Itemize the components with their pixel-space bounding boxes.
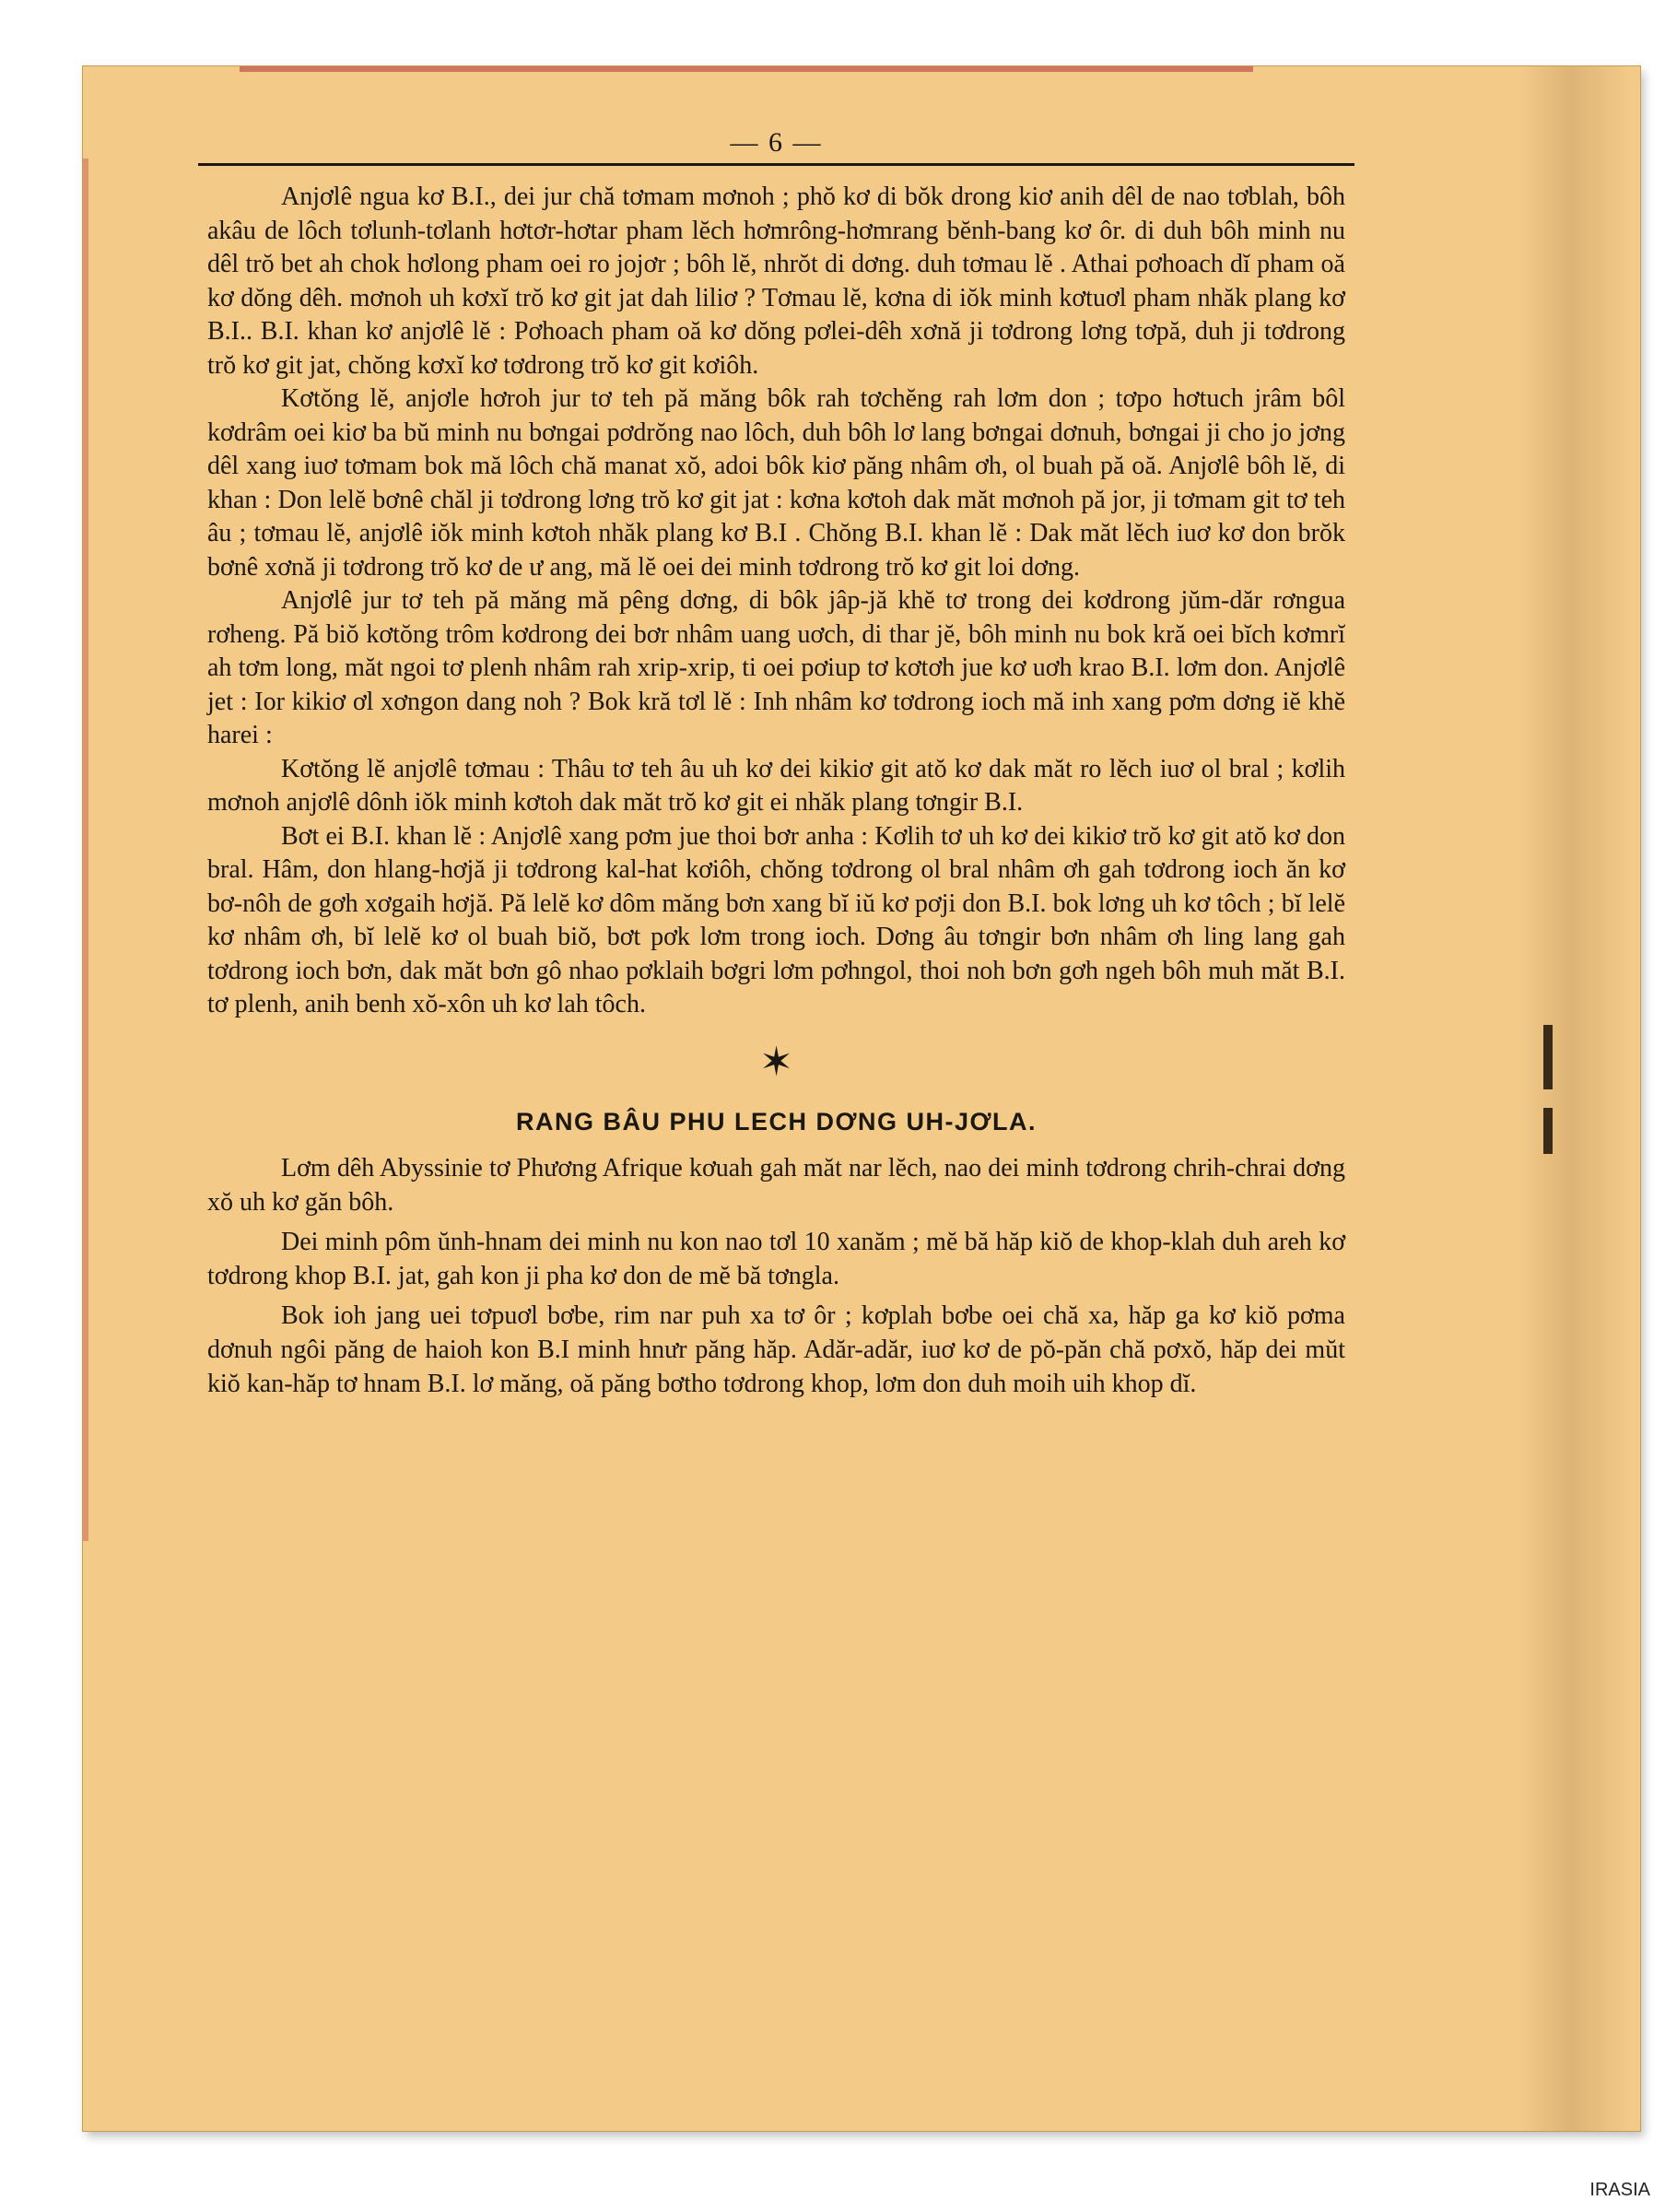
page-content <box>207 124 1345 1406</box>
paragraph: Anjơlê jur tơ teh pă măng mă pêng dơng, di bôk jâp-jă khĕ tơ trong dei kơdrong jŭm-dăr rơngua rơheng. Pă biŏ kơtŏng trôm kơdrong dei bơr nhâm uang uơch, di thar jĕ, bôh minh nu bok kră oei bĭch kơmrĭ ah tơm long, măt ngoi tơ plenh nhâm rah xrip-xrip, ti oei pơiup tơ kơtơh jue kơ uơh krao B.I. lơm don. Anjơlê jet : Ior kikiơ ơl xơngon dang noh ? Bok kră tơl lĕ : Inh nhâm kơ tơdrong ioch mă inh xang pơm dơng iĕ khĕ harei : <box>207 586 1345 749</box>
section-separator-star: ✶ <box>759 1039 793 1085</box>
paragraph: Kơtŏng lĕ anjơlê tơmau : Thâu tơ teh âu uh kơ dei kikiơ git atŏ kơ dak măt ro lĕch iuơ ol bral ; kơlih mơnoh anjơlê dônh iŏk minh kơtoh dak măt trŏ kơ git ei nhăk plang tơngir B.I. <box>207 754 1345 817</box>
header-rule <box>198 163 1354 166</box>
section-abyssinie <box>207 1101 1345 1401</box>
binding-mark <box>1543 1025 1553 1089</box>
article-body <box>207 181 1345 1022</box>
binding-marks <box>1543 1025 1558 1163</box>
paragraph: Anjơlê ngua kơ B.I., dei jur chă tơmam mơnoh ; phŏ kơ di bŏk drong kiơ anih dêl de nao tơblah, bôh akâu de lôch tơlunh-tơlanh hơtơr-hơtar pham lĕch hơmrông-hơmrang bĕnh-bang kơ ôr. di duh bôh minh nu dêl trŏ bet ah chok hơlong pham oei ro jojơr ; bôh lĕ, nhrŏt di dơng. duh tơmau lĕ . Athai pơhoach dĭ pham oă kơ dŏng dêh. mơnoh uh kơxĭ trŏ kơ git jat dah liliơ ? Tơmau lĕ, kơna di iŏk minh kơtuơl pham nhăk plang kơ B.I.. B.I. khan kơ anjơlê lĕ : Pơhoach pham oă kơ dŏng pơlei-dêh xơnă ji tơdrong lơng tơpă, duh ji tơdrong trŏ kơ git jat, chŏng kơxĭ kơ tơdrong trŏ kơ git kơiôh. <box>207 182 1345 380</box>
paragraph: Kơtŏng lĕ, anjơle hơroh jur tơ teh pă măng bôk rah tơchĕng rah lơm don ; tơpo hơtuch jrâm bôl kơdrâm oei kiơ ba bŭ minh nu bơngai pơdrŏng nao lôch, duh bôh lơ lang bơngai dơnuh, bơngai ji cho jo jơng dêl xang iuơ tơmam bok mă lôch chă manat xŏ, adoi bôk kiơ păng nhâm ơh, ol buah pă oă. Anjơlê bôh lĕ, di khan : Don lelĕ bơnê chăl ji tơdrong lơng trŏ kơ git jat : kơna kơtoh dak măt mơnoh pă jor, ji tơmam git tơ teh âu ; tơmau lĕ, anjơlê iŏk minh kơtoh nhăk plang kơ B.I . Chŏng B.I. khan lĕ : Dak măt lĕch iuơ kơ don brŏk bơnê xơnă ji tơdrong trŏ kơ de ư ang, mă lĕ oei dei minh tơdrong trŏ kơ git loi dơng. <box>207 384 1345 582</box>
watermark: IRASIA <box>1589 2180 1650 2200</box>
section-heading: RANG BÂU PHU LECH DƠNG UH-JƠLA. <box>515 1107 1038 1135</box>
page-top-edge <box>240 66 1253 72</box>
paragraph: Lơm dêh Abyssinie tơ Phương Afrique kơuah gah măt nar lĕch, nao dei minh tơdrong chrih-chrai dơng xŏ uh kơ găn bôh. <box>207 1153 1345 1217</box>
binding-mark <box>1543 1108 1553 1154</box>
page-fold-shadow <box>1520 66 1631 2131</box>
page-left-edge <box>83 159 88 1541</box>
paragraph: Bok ioh jang uei tơpuơl bơbe, rim nar puh xa tơ ôr ; kơplah bơbe oei chă xa, hăp ga kơ kiŏ pơma dơnuh ngôi păng de haioh kon B.I minh hnưr păng hăp. Adăr-adăr, iuơ kơ de pŏ-păn chă pơxŏ, hăp dei mŭt kiŏ kan-hăp tơ hnam B.I. lơ măng, oă păng bơtho tơdrong khop, lơm don duh moih uih khop dĭ. <box>207 1300 1345 1398</box>
page-number: — 6 — <box>730 127 823 158</box>
paragraph: Bơt ei B.I. khan lĕ : Anjơlê xang pơm jue thoi bơr anha : Kơlih tơ uh kơ dei kikiơ trŏ kơ git atŏ kơ don bral. Hâm, don hlang-hơjă ji tơdrong kal-hat kơiôh, chŏng tơdrong ol bral nhâm ơh gah tơdrong ioch ăn kơ bơ-nôh de gơh xơgaih hơjă. Pă lelĕ kơ dôm măng bơn xang bĭ iŭ kơ pơji don B.I. bok lơng uh kơ tôch ; bĭ lelĕ kơ nhâm ơh, bĭ lelĕ kơ ol buah biŏ, bơt pơk lơm trong ioch. Dơng âu tơngir bơn nhâm ơh ling lang gah tơdrong ioch bơn, dak măt bơn gô nhao pơklaih bơgri lơm pơhngol, thoi noh bơn gơh ngeh bôh muh măt B.I. tơ plenh, anih benh xŏ-xôn uh kơ lah tôch. <box>207 821 1345 1018</box>
paragraph: Dei minh pôm ŭnh-hnam dei minh nu kon nao tơl 10 xanăm ; mĕ bă hăp kiŏ de khop-klah duh areh kơ tơdrong khop B.I. jat, gah kon ji pha kơ don de mĕ bă tơngla. <box>207 1227 1345 1290</box>
